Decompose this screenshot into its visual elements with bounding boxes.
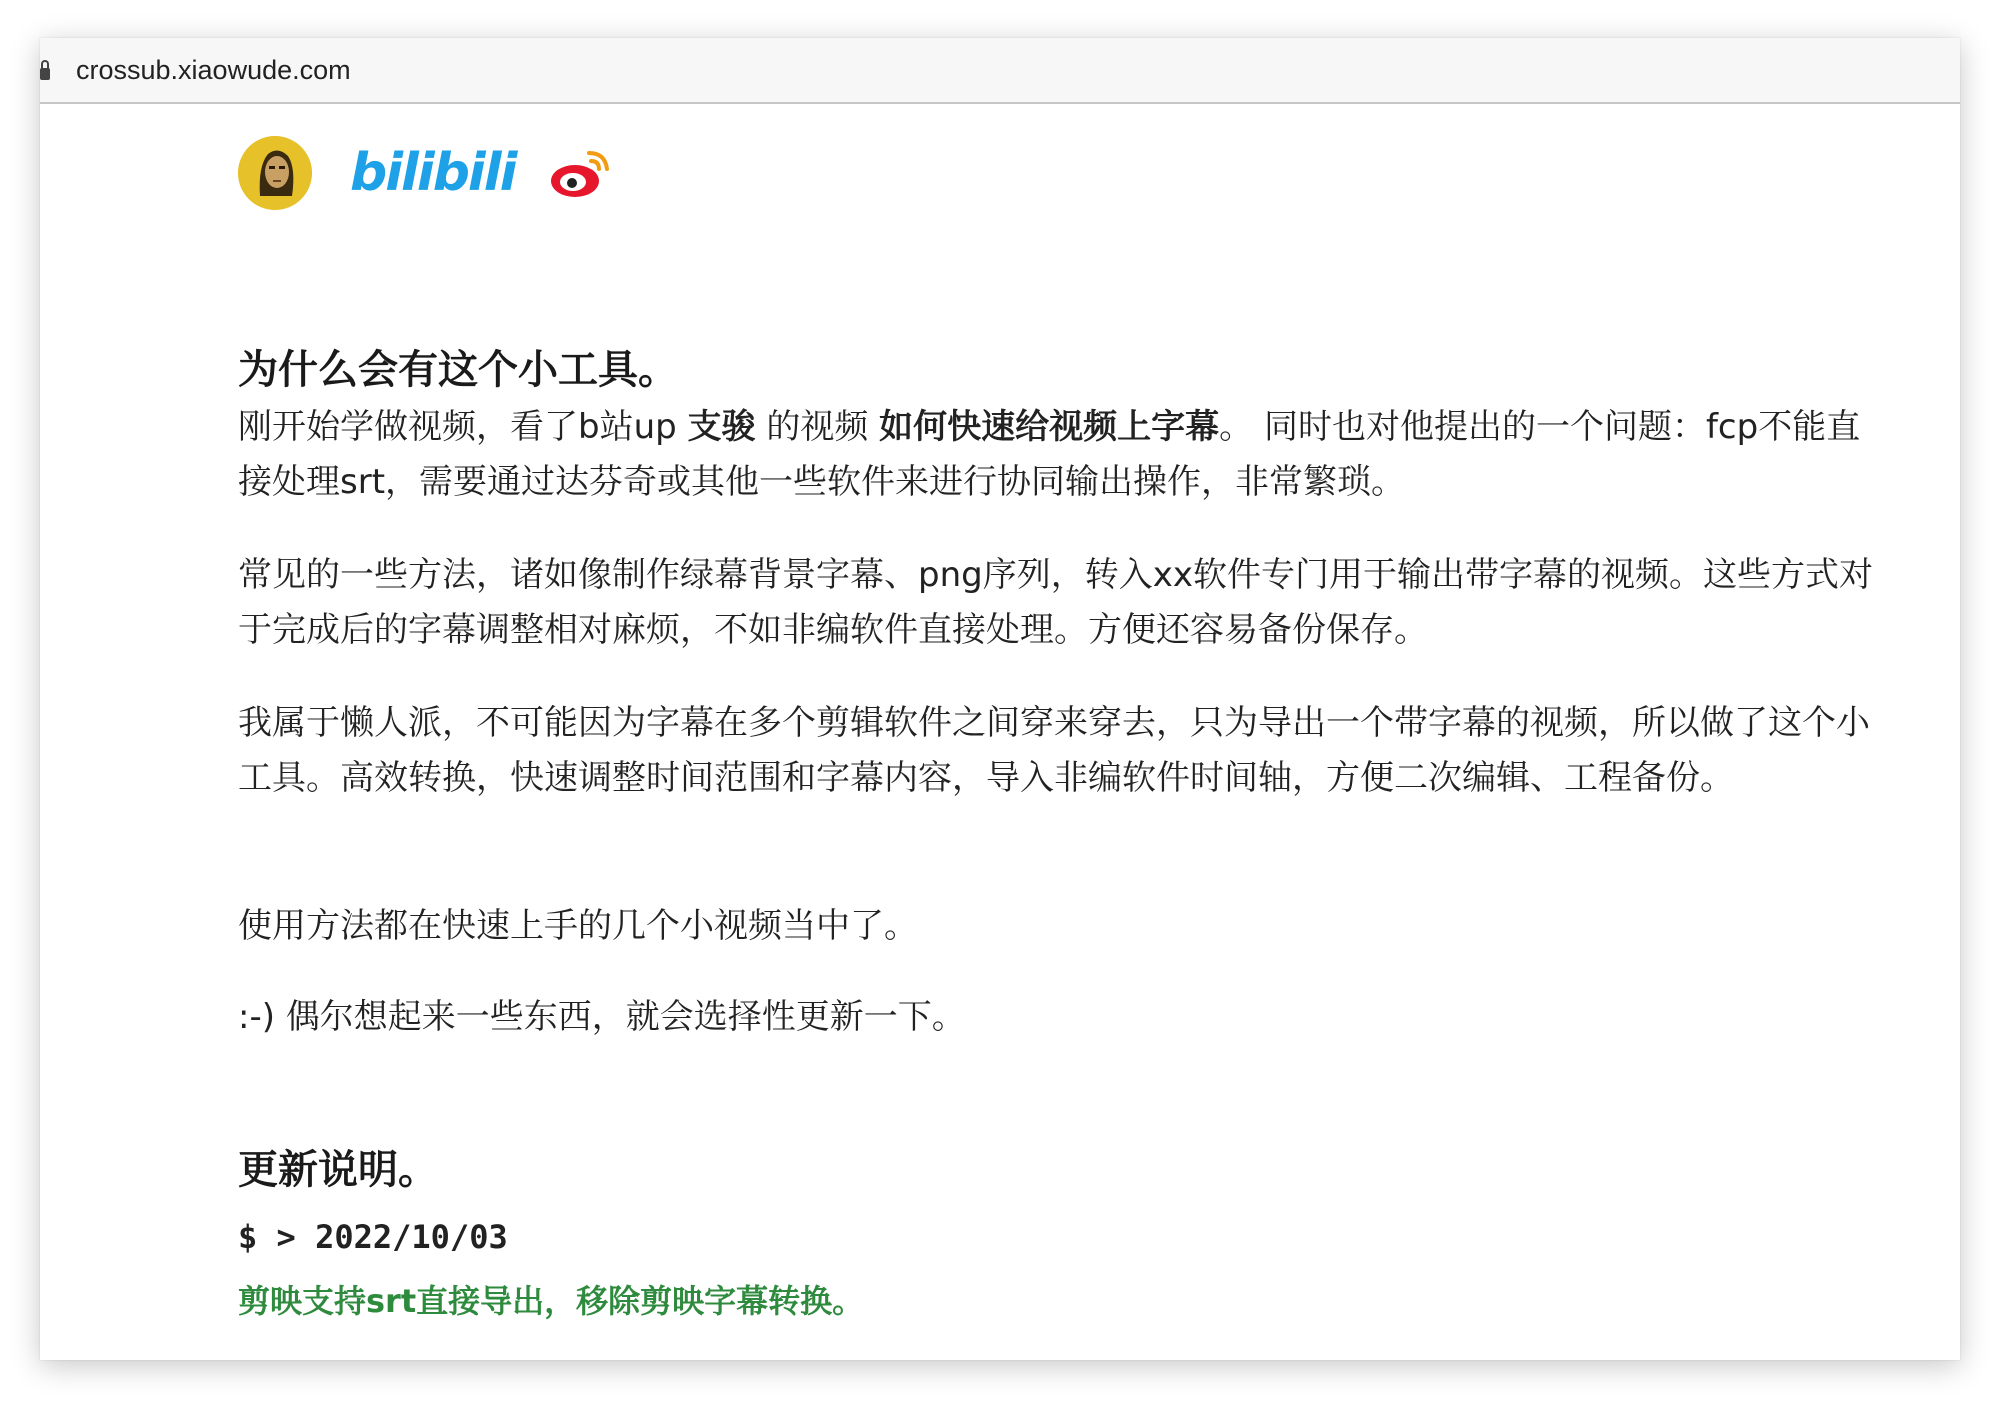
paragraph-usage: 使用方法都在快速上手的几个小视频当中了。 (238, 906, 918, 946)
paragraph-motivation: 我属于懒人派，不可能因为字幕在多个剪辑软件之间穿来穿去，只为导出一个带字幕的视频，所以做了这个小工具。高效转换，快速调整时间范围和字幕内容，导入非编软件时间轴，方便二次编辑、工程备份。 (238, 703, 1870, 798)
intro-text-a: 刚开始学做视频，看了b站up (238, 407, 688, 447)
intro-text-b: 的视频 (755, 407, 880, 447)
browser-window (40, 38, 1960, 1360)
weibo-logo[interactable] (549, 145, 613, 201)
url-text[interactable]: crossub.xiaowude.com (76, 54, 351, 85)
paragraph-methods: 常见的一些方法，诸如像制作绿幕背景字幕、png序列，转入xx软件专门用于输出带字幕的视频。这些方式对于完成后的字幕调整相对麻烦，不如非编软件直接处理。方便还容易备份保存。 (238, 555, 1873, 650)
paragraph-intro (238, 400, 1878, 510)
author-link[interactable]: 支骏 (687, 407, 756, 447)
address-bar[interactable] (40, 38, 1960, 104)
lock-icon (40, 55, 52, 85)
intro-text-c: 。 同时也对他提出的一个问题：fcp不能直接处理srt，需要通过达芬奇或其他一些软件来进行协同输出操作，非常繁琐。 (238, 407, 1861, 502)
section-heading-updates: 更新说明。 (238, 1147, 438, 1193)
section-heading-why: 为什么会有这个小工具。 (238, 347, 678, 393)
paragraph-note: :-) 偶尔想起来一些东西，就会选择性更新一下。 (238, 997, 966, 1037)
social-links (238, 128, 1878, 218)
update-date: $ > 2022/10/03 (238, 1218, 508, 1256)
avatar[interactable] (238, 136, 312, 210)
update-message: 剪映支持srt直接导出，移除剪映字幕转换。 (238, 1282, 865, 1320)
page-content (238, 128, 1878, 1320)
video-link[interactable]: 如何快速给视频上字幕 (879, 407, 1220, 447)
bilibili-logo[interactable]: bilibili (350, 143, 516, 203)
